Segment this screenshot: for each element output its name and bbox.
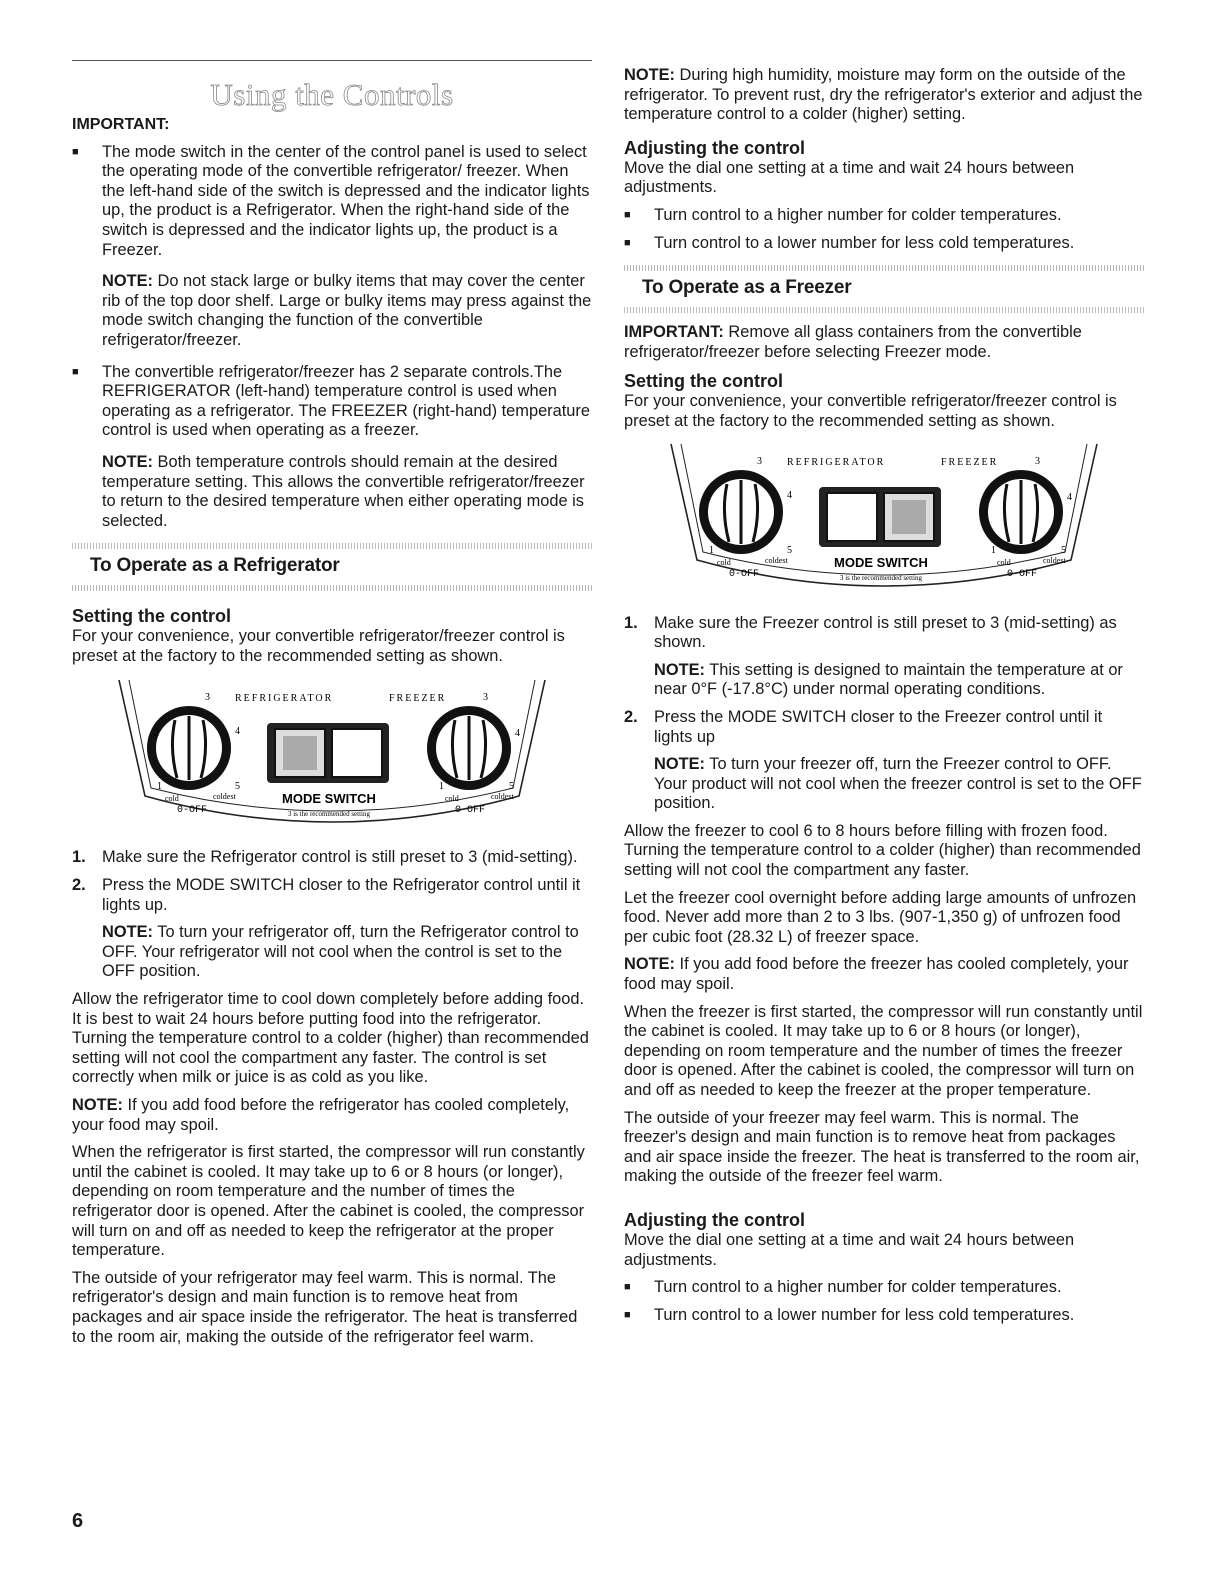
bullet-two-controls: ■ The convertible refrigerator/freezer has 2 separate controls.The REFRIGERATOR (left-hand) temperature control is used when operating as a refrigerator. The FREEZER (right-hand) temperature control is used when operating as a freezer. [72,363,592,441]
adjusting-text-2: Move the dial one setting at a time and wait 24 hours between adjustments. [624,1230,1075,1269]
freezer-dial [979,470,1063,554]
frz-num-5: 5 [509,781,514,793]
ref-cold: cold [717,557,731,567]
step-1: 1. Make sure the Refrigerator control is still preset to 3 (mid-setting). [72,848,578,867]
ref-num-1: 1 [709,544,714,556]
mode-switch [819,487,941,547]
setting-heading-freezer: Setting the control [624,371,783,392]
important-label: IMPORTANT: [72,116,170,133]
frz-coldest: coldest [491,792,514,802]
freezer-dial [427,706,511,793]
frz-coldest: coldest [1043,555,1066,565]
ref-num-5: 5 [235,781,240,793]
adjust-bullet-higher: ■ Turn control to a higher number for colder temperatures. [624,206,1144,226]
frz-off: 0-OFF [455,805,486,817]
paragraph-outside-warm: The outside of your refrigerator may feel warm. This is normal. The refrigerator's design and main function is to remove heat from packages and air space inside the refrigerator. The heat is transferred to the room air, making the outside of the refrigerator feel warm. [72,1268,578,1346]
freezer-paragraph-cool: Allow the freezer to cool 6 to 8 hours before filling with frozen food. Turning the temperature control to a colder (higher) than recommended setting will not cool the compartment any faster. [624,821,1141,880]
refrigerator-label: REFRIGERATOR [235,693,334,705]
freezer-paragraph-compressor: When the freezer is first started, the compressor will run constantly until the cabinet is cooled. It may take up to 6 or 8 hours (or longer), depending on room temperature and the number of times the freezer door is opened. After the cabinet is cooled, the compressor will turn on and off as needed to keep the freezer at the proper temperature. [624,1002,1143,1099]
adjust-bullet-lower: ■ Turn control to a lower number for less cold temperatures. [624,234,1144,254]
freezer-step-2-note: NOTE: To turn your freezer off, turn the Freezer control to OFF. Your product will not cool when the freezer control is set to the OFF position. [654,755,1142,813]
setting-heading: Setting the control [72,606,231,627]
adjusting-text: Move the dial one setting at a time and wait 24 hours between adjustments. [624,158,1075,197]
mode-switch-label: MODE SWITCH [282,791,376,807]
paragraph-food-spoil: NOTE: If you add food before the refrigerator has cooled completely, your food may spoil. [72,1096,570,1134]
page-title: Using the Controls [210,77,454,112]
frz-num-3: 3 [483,692,488,704]
ref-num-5: 5 [787,544,792,556]
freezer-paragraph-outside-warm: The outside of your freezer may feel warm. This is normal. The freezer's design and main function is to remove heat from packages and air space inside the freezer. The heat is transferred to the room air, making the outside of the freezer feel warm. [624,1108,1140,1186]
important-glass: IMPORTANT: Remove all glass containers from the convertible refrigerator/freezer before selecting Freezer mode. [624,323,1082,361]
ref-coldest: coldest [765,555,788,565]
note-stack-items: NOTE: Do not stack large or bulky items that may cover the center rib of the top door shelf. Large or bulky items may press against the mode switch changing the function of the convertible refrigerator/freezer. [102,272,592,349]
frz-num-2: 2 [985,489,990,501]
ref-num-2: 2 [154,728,159,740]
ref-num-4: 4 [787,489,792,501]
ref-num-3: 3 [205,692,210,704]
mode-switch-label: MODE SWITCH [834,554,928,570]
page-number: 6 [72,1510,84,1532]
ref-num-1: 1 [157,781,162,793]
frz-num-4: 4 [515,728,520,740]
frz-num-3: 3 [1035,455,1040,467]
recommended-note: 3 is the recommended setting [287,810,371,819]
freezer-step-1-note: NOTE: This setting is designed to maintain the temperature at or near 0°F (-17.8°C) under normal operating conditions. [654,660,1123,699]
left-column [72,60,592,1347]
frz-off: 0-OFF [1007,568,1038,580]
ref-num-3: 3 [757,455,762,467]
paragraph-compressor: When the refrigerator is first started, the compressor will run constantly until the cabinet is cooled. It may take up to 6 or 8 hours (or longer), depending on room temperature and the number of times the refrigerator door is opened. After the cabinet is cooled, the compressor will turn on and off as needed to keep the refrigerator at the proper temperature. [72,1143,585,1260]
ref-off: 0-OFF [177,805,208,817]
freezer-label: FREEZER [389,693,447,705]
freezer-step-2: 2. Press the MODE SWITCH closer to the Freezer control until it lights up [624,707,1103,746]
note-humidity: NOTE: During high humidity, moisture may form on the outside of the refrigerator. To prevent rust, dry the refrigerator's exterior and adjust the temperature control to a colder (higher) setting. [624,66,1143,124]
mode-switch [267,723,389,783]
adjust2-bullet-higher: ■ Turn control to a higher number for colder temperatures. [624,1278,1144,1298]
top-rule [72,60,592,61]
refrigerator-label: REFRIGERATOR [787,456,886,468]
setting-text: For your convenience, your convertible refrigerator/freezer control is preset at the factory to the recommended setting as shown. [72,627,565,665]
freezer-paragraph-food-spoil: NOTE: If you add food before the freezer has cooled completely, your food may spoil. [624,955,1129,994]
setting-text-freezer: For your convenience, your convertible refrigerator/freezer control is preset at the factory to the recommended setting as shown. [624,392,1117,430]
section-band-freezer [624,265,1144,313]
note-temperature-controls: NOTE: Both temperature controls should remain at the desired temperature setting. This allows the convertible refrigerator/freezer to return to the desired temperature when either operating mode is selected. [102,452,585,530]
ref-num-4: 4 [235,726,240,738]
freezer-paragraph-overnight: Let the freezer cool overnight before adding large amounts of unfrozen food. Never add more than 2 to 3 lbs. (907-1,350 g) of unfrozen food per cubic foot (28.32 L) of freezer space. [624,888,1137,946]
frz-cold: cold [997,557,1011,567]
frz-num-5: 5 [1061,544,1066,556]
ref-coldest: coldest [213,792,236,802]
ref-cold: cold [165,794,179,804]
freezer-step-1: 1. Make sure the Freezer control is still preset to 3 (mid-setting) as shown. [624,613,1117,652]
section-title-refrigerator: To Operate as a Refrigerator [90,555,340,577]
bullet-mode-switch: ■ The mode switch in the center of the control panel is used to select the operating mode of the convertible refrigerator/ freezer. When the left-hand side of the switch is depressed and the indicator lights up, the product is a Refrigerator. When the right-hand side of the switch is depressed and the indicator lights up, the product is a Freezer. [72,143,592,261]
ref-off: 0-OFF [729,568,760,580]
recommended-note: 3 is the recommended setting [839,573,923,582]
section-title-freezer: To Operate as a Freezer [642,277,852,299]
frz-num-1: 1 [991,544,996,556]
adjusting-heading-2: Adjusting the control [624,1209,805,1230]
step-2-note: NOTE: To turn your refrigerator off, turn the Refrigerator control to OFF. Your refrigerator will not cool when the control is set to the OFF position. [102,923,579,981]
ref-num-2: 2 [706,491,711,503]
adjusting-heading: Adjusting the control [624,137,805,158]
frz-num-1: 1 [439,781,444,793]
frz-num-4: 4 [1067,491,1072,503]
paragraph-cool-down: Allow the refrigerator time to cool down completely before adding food. It is best to wait 24 hours before putting food into the refrigerator. Turning the temperature control to a colder (higher) than recommended setting will not cool the compartment any faster. The control is set correctly when milk or juice is as cold as you like. [72,990,589,1087]
adjust2-bullet-lower: ■ Turn control to a lower number for less cold temperatures. [624,1306,1144,1326]
freezer-label: FREEZER [941,456,999,468]
control-panel-diagram-freezer [659,442,1109,600]
refrigerator-dial [699,470,783,554]
frz-cold: cold [445,794,459,804]
frz-num-2: 2 [433,726,438,738]
right-column [624,66,1144,1325]
step-2: 2. Press the MODE SWITCH closer to the Refrigerator control until it lights up. [72,876,581,914]
section-band-refrigerator [72,543,592,591]
control-panel-diagram-refrigerator [117,678,547,836]
refrigerator-dial [147,706,231,793]
